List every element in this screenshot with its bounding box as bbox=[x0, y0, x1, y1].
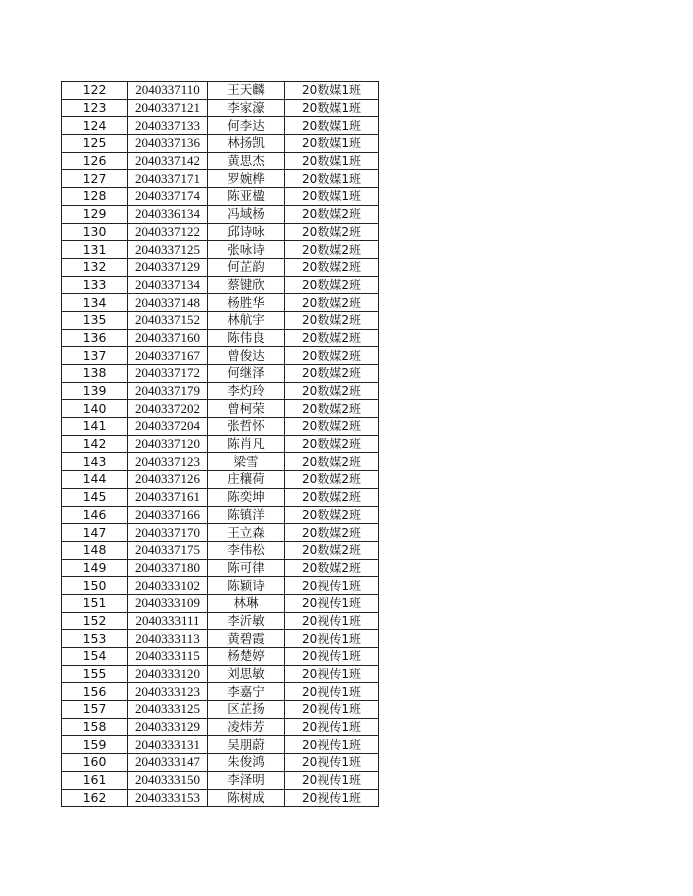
student-name-cell: 冯域杨 bbox=[208, 205, 285, 223]
class-name-cell: 20数媒2班 bbox=[285, 258, 379, 276]
class-name-cell: 20数媒1班 bbox=[285, 152, 379, 170]
row-number-cell: 162 bbox=[62, 789, 128, 807]
student-name-cell: 李家濠 bbox=[208, 99, 285, 117]
class-name-cell: 20视传1班 bbox=[285, 648, 379, 666]
class-name-cell: 20数媒2班 bbox=[285, 347, 379, 365]
student-id-cell: 2040337110 bbox=[128, 82, 208, 100]
student-name-cell: 朱俊鸿 bbox=[208, 754, 285, 772]
student-name-cell: 陈亚楹 bbox=[208, 188, 285, 206]
table-row bbox=[62, 559, 379, 577]
row-number-cell: 158 bbox=[62, 718, 128, 736]
class-name-cell: 20数媒2班 bbox=[285, 435, 379, 453]
row-number-cell: 141 bbox=[62, 418, 128, 436]
student-id-cell: 2040337171 bbox=[128, 170, 208, 188]
student-id-cell: 2040337166 bbox=[128, 506, 208, 524]
student-id-cell: 2040333102 bbox=[128, 577, 208, 595]
student-name-cell: 王天麟 bbox=[208, 82, 285, 100]
row-number-cell: 144 bbox=[62, 471, 128, 489]
class-name-cell: 20视传1班 bbox=[285, 771, 379, 789]
class-name-cell: 20数媒1班 bbox=[285, 135, 379, 153]
class-name-cell: 20数媒2班 bbox=[285, 524, 379, 542]
table-row bbox=[62, 524, 379, 542]
student-name-cell: 陈肖凡 bbox=[208, 435, 285, 453]
class-name-cell: 20数媒1班 bbox=[285, 99, 379, 117]
class-name-cell: 20视传1班 bbox=[285, 736, 379, 754]
table-row bbox=[62, 418, 379, 436]
table-row bbox=[62, 471, 379, 489]
student-id-cell: 2040337167 bbox=[128, 347, 208, 365]
student-id-cell: 2040333113 bbox=[128, 630, 208, 648]
row-number-cell: 145 bbox=[62, 488, 128, 506]
student-roster-table bbox=[61, 81, 379, 807]
student-name-cell: 张哲怀 bbox=[208, 418, 285, 436]
student-id-cell: 2040333153 bbox=[128, 789, 208, 807]
student-id-cell: 2040333123 bbox=[128, 683, 208, 701]
student-name-cell: 陈可律 bbox=[208, 559, 285, 577]
class-name-cell: 20数媒2班 bbox=[285, 223, 379, 241]
table-row bbox=[62, 488, 379, 506]
table-row bbox=[62, 630, 379, 648]
table-row bbox=[62, 594, 379, 612]
student-id-cell: 2040333120 bbox=[128, 665, 208, 683]
student-roster-body bbox=[62, 82, 379, 807]
table-row bbox=[62, 701, 379, 719]
student-id-cell: 2040337121 bbox=[128, 99, 208, 117]
table-row bbox=[62, 117, 379, 135]
table-row bbox=[62, 665, 379, 683]
class-name-cell: 20视传1班 bbox=[285, 612, 379, 630]
class-name-cell: 20数媒2班 bbox=[285, 559, 379, 577]
row-number-cell: 137 bbox=[62, 347, 128, 365]
student-name-cell: 李沂敏 bbox=[208, 612, 285, 630]
row-number-cell: 142 bbox=[62, 435, 128, 453]
student-id-cell: 2040337175 bbox=[128, 541, 208, 559]
student-id-cell: 2040337129 bbox=[128, 258, 208, 276]
row-number-cell: 139 bbox=[62, 382, 128, 400]
student-name-cell: 梁雪 bbox=[208, 453, 285, 471]
table-row bbox=[62, 506, 379, 524]
student-name-cell: 李嘉宁 bbox=[208, 683, 285, 701]
row-number-cell: 143 bbox=[62, 453, 128, 471]
class-name-cell: 20数媒2班 bbox=[285, 205, 379, 223]
class-name-cell: 20数媒2班 bbox=[285, 329, 379, 347]
class-name-cell: 20数媒2班 bbox=[285, 471, 379, 489]
class-name-cell: 20视传1班 bbox=[285, 594, 379, 612]
table-row bbox=[62, 612, 379, 630]
student-name-cell: 罗婉桦 bbox=[208, 170, 285, 188]
table-row bbox=[62, 400, 379, 418]
class-name-cell: 20数媒2班 bbox=[285, 506, 379, 524]
row-number-cell: 149 bbox=[62, 559, 128, 577]
row-number-cell: 131 bbox=[62, 241, 128, 259]
student-id-cell: 2040337123 bbox=[128, 453, 208, 471]
student-name-cell: 刘思敏 bbox=[208, 665, 285, 683]
class-name-cell: 20数媒2班 bbox=[285, 400, 379, 418]
class-name-cell: 20视传1班 bbox=[285, 789, 379, 807]
table-row bbox=[62, 152, 379, 170]
student-name-cell: 黄碧霞 bbox=[208, 630, 285, 648]
row-number-cell: 152 bbox=[62, 612, 128, 630]
student-id-cell: 2040337204 bbox=[128, 418, 208, 436]
student-name-cell: 陈颖诗 bbox=[208, 577, 285, 595]
row-number-cell: 134 bbox=[62, 294, 128, 312]
student-id-cell: 2040337174 bbox=[128, 188, 208, 206]
class-name-cell: 20数媒2班 bbox=[285, 488, 379, 506]
student-id-cell: 2040333131 bbox=[128, 736, 208, 754]
student-id-cell: 2040337161 bbox=[128, 488, 208, 506]
table-row bbox=[62, 223, 379, 241]
student-name-cell: 何芷韵 bbox=[208, 258, 285, 276]
row-number-cell: 138 bbox=[62, 365, 128, 383]
row-number-cell: 154 bbox=[62, 648, 128, 666]
table-row bbox=[62, 311, 379, 329]
table-row bbox=[62, 577, 379, 595]
student-id-cell: 2040337172 bbox=[128, 365, 208, 383]
class-name-cell: 20视传1班 bbox=[285, 665, 379, 683]
table-row bbox=[62, 541, 379, 559]
row-number-cell: 129 bbox=[62, 205, 128, 223]
student-id-cell: 2040337180 bbox=[128, 559, 208, 577]
table-row bbox=[62, 736, 379, 754]
student-id-cell: 2040337170 bbox=[128, 524, 208, 542]
student-id-cell: 2040337202 bbox=[128, 400, 208, 418]
class-name-cell: 20数媒2班 bbox=[285, 382, 379, 400]
student-id-cell: 2040337125 bbox=[128, 241, 208, 259]
student-id-cell: 2040337142 bbox=[128, 152, 208, 170]
row-number-cell: 125 bbox=[62, 135, 128, 153]
row-number-cell: 159 bbox=[62, 736, 128, 754]
row-number-cell: 157 bbox=[62, 701, 128, 719]
row-number-cell: 128 bbox=[62, 188, 128, 206]
row-number-cell: 123 bbox=[62, 99, 128, 117]
student-name-cell: 杨楚婷 bbox=[208, 648, 285, 666]
row-number-cell: 136 bbox=[62, 329, 128, 347]
student-name-cell: 张咏诗 bbox=[208, 241, 285, 259]
student-name-cell: 邱诗咏 bbox=[208, 223, 285, 241]
table-row bbox=[62, 754, 379, 772]
student-id-cell: 2040337148 bbox=[128, 294, 208, 312]
table-row bbox=[62, 170, 379, 188]
student-id-cell: 2040333125 bbox=[128, 701, 208, 719]
row-number-cell: 150 bbox=[62, 577, 128, 595]
class-name-cell: 20数媒1班 bbox=[285, 117, 379, 135]
table-row bbox=[62, 294, 379, 312]
table-row bbox=[62, 718, 379, 736]
table-row bbox=[62, 205, 379, 223]
student-name-cell: 林航宇 bbox=[208, 311, 285, 329]
table-row bbox=[62, 648, 379, 666]
table-row bbox=[62, 347, 379, 365]
row-number-cell: 140 bbox=[62, 400, 128, 418]
student-name-cell: 林扬凯 bbox=[208, 135, 285, 153]
class-name-cell: 20数媒2班 bbox=[285, 365, 379, 383]
row-number-cell: 151 bbox=[62, 594, 128, 612]
student-id-cell: 2040337126 bbox=[128, 471, 208, 489]
row-number-cell: 147 bbox=[62, 524, 128, 542]
student-name-cell: 林琳 bbox=[208, 594, 285, 612]
class-name-cell: 20视传1班 bbox=[285, 630, 379, 648]
class-name-cell: 20视传1班 bbox=[285, 701, 379, 719]
row-number-cell: 146 bbox=[62, 506, 128, 524]
table-row bbox=[62, 789, 379, 807]
student-name-cell: 区芷扬 bbox=[208, 701, 285, 719]
table-row bbox=[62, 683, 379, 701]
table-row bbox=[62, 329, 379, 347]
row-number-cell: 132 bbox=[62, 258, 128, 276]
row-number-cell: 161 bbox=[62, 771, 128, 789]
student-id-cell: 2040337133 bbox=[128, 117, 208, 135]
table-row bbox=[62, 82, 379, 100]
table-row bbox=[62, 276, 379, 294]
row-number-cell: 160 bbox=[62, 754, 128, 772]
class-name-cell: 20数媒2班 bbox=[285, 276, 379, 294]
class-name-cell: 20数媒1班 bbox=[285, 82, 379, 100]
class-name-cell: 20数媒1班 bbox=[285, 170, 379, 188]
student-id-cell: 2040337179 bbox=[128, 382, 208, 400]
student-id-cell: 2040337122 bbox=[128, 223, 208, 241]
student-id-cell: 2040333129 bbox=[128, 718, 208, 736]
student-name-cell: 李伟松 bbox=[208, 541, 285, 559]
row-number-cell: 127 bbox=[62, 170, 128, 188]
table-row bbox=[62, 241, 379, 259]
class-name-cell: 20视传1班 bbox=[285, 577, 379, 595]
student-id-cell: 2040333111 bbox=[128, 612, 208, 630]
student-id-cell: 2040337160 bbox=[128, 329, 208, 347]
row-number-cell: 122 bbox=[62, 82, 128, 100]
row-number-cell: 156 bbox=[62, 683, 128, 701]
student-name-cell: 陈伟良 bbox=[208, 329, 285, 347]
student-name-cell: 蔡键欣 bbox=[208, 276, 285, 294]
row-number-cell: 135 bbox=[62, 311, 128, 329]
row-number-cell: 124 bbox=[62, 117, 128, 135]
class-name-cell: 20视传1班 bbox=[285, 683, 379, 701]
student-name-cell: 王立森 bbox=[208, 524, 285, 542]
class-name-cell: 20数媒2班 bbox=[285, 453, 379, 471]
student-id-cell: 2040337134 bbox=[128, 276, 208, 294]
class-name-cell: 20数媒2班 bbox=[285, 294, 379, 312]
student-name-cell: 陈镇洋 bbox=[208, 506, 285, 524]
student-name-cell: 何继泽 bbox=[208, 365, 285, 383]
row-number-cell: 155 bbox=[62, 665, 128, 683]
student-id-cell: 2040337136 bbox=[128, 135, 208, 153]
student-name-cell: 李灼玲 bbox=[208, 382, 285, 400]
student-name-cell: 曾柯荣 bbox=[208, 400, 285, 418]
row-number-cell: 133 bbox=[62, 276, 128, 294]
table-row bbox=[62, 771, 379, 789]
table-row bbox=[62, 382, 379, 400]
table-row bbox=[62, 135, 379, 153]
class-name-cell: 20数媒1班 bbox=[285, 188, 379, 206]
table-row bbox=[62, 365, 379, 383]
row-number-cell: 126 bbox=[62, 152, 128, 170]
student-name-cell: 庄穰荷 bbox=[208, 471, 285, 489]
student-id-cell: 2040333147 bbox=[128, 754, 208, 772]
student-name-cell: 李泽明 bbox=[208, 771, 285, 789]
student-name-cell: 黄思杰 bbox=[208, 152, 285, 170]
student-name-cell: 凌炜芳 bbox=[208, 718, 285, 736]
table-row bbox=[62, 99, 379, 117]
row-number-cell: 148 bbox=[62, 541, 128, 559]
student-name-cell: 陈奕坤 bbox=[208, 488, 285, 506]
student-id-cell: 2040333150 bbox=[128, 771, 208, 789]
class-name-cell: 20数媒2班 bbox=[285, 311, 379, 329]
class-name-cell: 20视传1班 bbox=[285, 718, 379, 736]
student-name-cell: 何李达 bbox=[208, 117, 285, 135]
row-number-cell: 153 bbox=[62, 630, 128, 648]
table-row bbox=[62, 258, 379, 276]
student-id-cell: 2040337120 bbox=[128, 435, 208, 453]
student-id-cell: 2040337152 bbox=[128, 311, 208, 329]
table-row bbox=[62, 435, 379, 453]
student-name-cell: 吴朋蔚 bbox=[208, 736, 285, 754]
class-name-cell: 20数媒2班 bbox=[285, 541, 379, 559]
student-id-cell: 2040333115 bbox=[128, 648, 208, 666]
class-name-cell: 20数媒2班 bbox=[285, 418, 379, 436]
row-number-cell: 130 bbox=[62, 223, 128, 241]
class-name-cell: 20数媒2班 bbox=[285, 241, 379, 259]
student-name-cell: 杨胜华 bbox=[208, 294, 285, 312]
table-row bbox=[62, 188, 379, 206]
student-id-cell: 2040336134 bbox=[128, 205, 208, 223]
table-row bbox=[62, 453, 379, 471]
student-name-cell: 陈树成 bbox=[208, 789, 285, 807]
class-name-cell: 20视传1班 bbox=[285, 754, 379, 772]
student-id-cell: 2040333109 bbox=[128, 594, 208, 612]
student-name-cell: 曾俊达 bbox=[208, 347, 285, 365]
